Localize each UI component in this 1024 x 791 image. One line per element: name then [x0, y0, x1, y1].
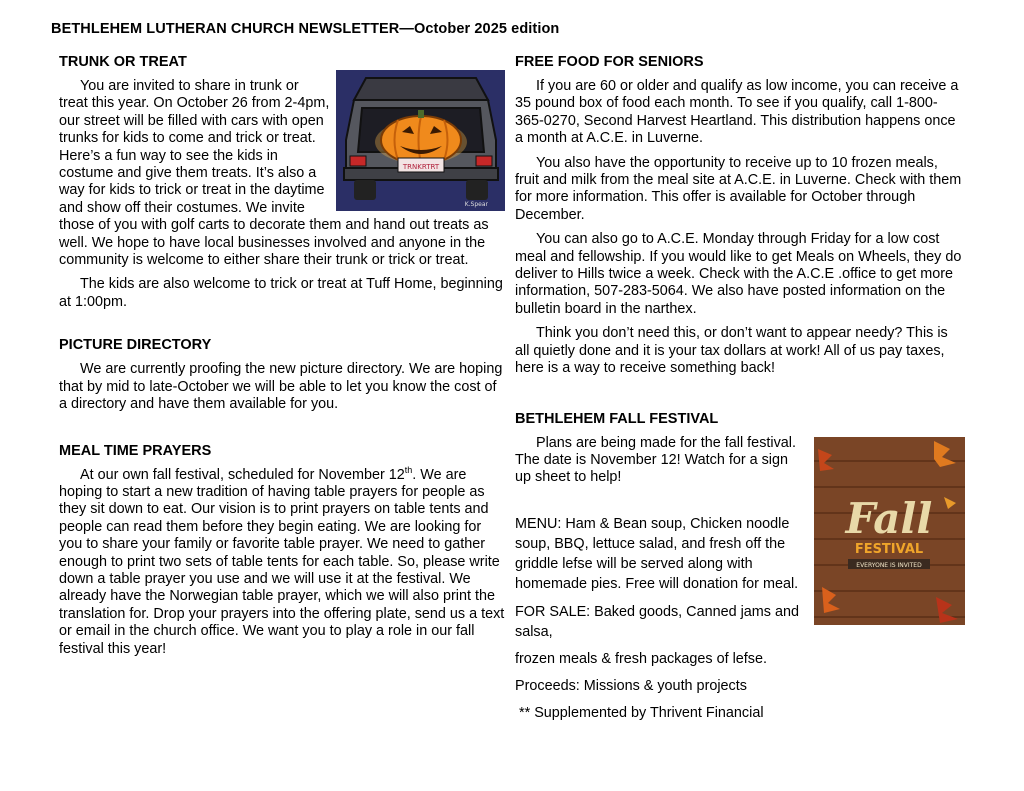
poster-tagline: EVERYONE IS INVITED [856, 561, 922, 569]
fall-festival-poster [814, 437, 965, 625]
meal-time-prayers-section [59, 443, 505, 658]
free-food-paragraph-1: If you are 60 or older and qualify as low income, you can receive a 35 pound box of food each month. To see if you qualify, call 1-800-365-0270, Second Harvest Heartland. This distribution happens once a month at A.C.E. in Luverne. [515, 78, 959, 147]
picture-directory-paragraph: We are currently proofing the new picture directory. We are hoping that by mid to late-October we will be able to let you know the cost of a directory and have them available for you. [59, 361, 503, 413]
fall-festival-proceeds: Proceeds: Missions & youth projects [515, 677, 747, 694]
left-column [59, 54, 505, 658]
fall-festival-sponsor-note: ** Supplemented by Thrivent Financial [519, 704, 764, 721]
picture-directory-section [59, 337, 505, 413]
fall-festival-heading: BETHLEHEM FALL FESTIVAL [515, 410, 719, 427]
trunk-or-treat-illustration [336, 70, 505, 211]
fall-festival-paragraph: Plans are being made for the fall festival. The date is November 12! Watch for a sign up sheet to help! [515, 434, 796, 486]
picture-directory-heading: PICTURE DIRECTORY [59, 337, 212, 354]
poster-subtitle: FESTIVAL [854, 541, 924, 557]
fall-festival-menu: MENU: Ham & Bean soup, Chicken noodle soup, BBQ, lettuce salad, and fresh off the griddle lefse will be served along with homemade pies. Free will donation for meal. [515, 515, 799, 592]
trunk-or-treat-section [59, 54, 505, 311]
newsletter-masthead: BETHLEHEM LUTHERAN CHURCH NEWSLETTER—October 2025 edition [51, 21, 560, 37]
fall-festival-for-sale-line-2: frozen meals & fresh packages of lefse. [515, 650, 767, 667]
free-food-heading: FREE FOOD FOR SENIORS [515, 54, 704, 70]
poster-title: Fall [845, 493, 933, 543]
free-food-paragraph-4: Think you don’t need this, or don’t want to appear needy? This is all quietly done and it is your tax dollars at work! All of us pay taxes, here is a way to receive something back! [515, 325, 948, 377]
trunk-or-treat-paragraph-1: You are invited to share in trunk or treat this year. On October 26 from 2-4pm, our street will be filled with cars with open trunks for kids to come and trick or treat. Here’s a fun way to see the kids in costume and give them treats. It’s also a way for kids to trick or treat in the daytime and show off their costumes. We invite those of you with golf carts to decorate them and hand out treats as well. We hope to have local businesses involved and anyone in the community is welcome to either share their trunk or trick or treat. [59, 78, 489, 269]
right-column [515, 54, 965, 723]
fall-festival-section [515, 411, 965, 723]
license-plate-text: TRNKRTRT [402, 163, 440, 171]
free-food-section [515, 54, 965, 378]
meal-time-prayers-heading: MEAL TIME PRAYERS [59, 442, 212, 459]
trunk-or-treat-heading: TRUNK OR TREAT [59, 54, 187, 70]
free-food-paragraph-3: You can also go to A.C.E. Monday through Friday for a low cost meal and fellowship. If you would like to get Meals on Wheels, they do deliver to Hills twice a week. Check with the A.C.E .office to get more information, 507-283-5064. We also have posted information on the bulletin board in the narthex. [515, 231, 962, 317]
artist-signature: K.Spear [464, 201, 488, 208]
trunk-or-treat-paragraph-2: The kids are also welcome to trick or treat at Tuff Home, beginning at 1:00pm. [59, 276, 503, 310]
fall-festival-for-sale-line-1: FOR SALE: Baked goods, Canned jams and salsa, [515, 603, 799, 640]
free-food-paragraph-2: You also have the opportunity to receive up to 10 frozen meals, fruit and milk from the meal site at A.C.E. in Luverne. Check with them for more information. This offer is available for October through December. [515, 154, 962, 223]
meal-time-prayers-paragraph: At our own fall festival, scheduled for November 12th. We are hoping to start a new tradition of having table prayers for people as they sit down to eat. Our vision is to print prayers on table tents and people can read them before they begin eating. We are looking for you to share your family or favorite table prayer. We need to gather enough to print two sets of table tents for each table. So, please write down a table prayer you use and we will use it at the festival. We already have the Norwegian table prayer, which we will also print the translation for. Drop your prayers into the offering plate, send us a text or email in the church office. We want you to play a role in our fall festival this year! [59, 464, 505, 657]
